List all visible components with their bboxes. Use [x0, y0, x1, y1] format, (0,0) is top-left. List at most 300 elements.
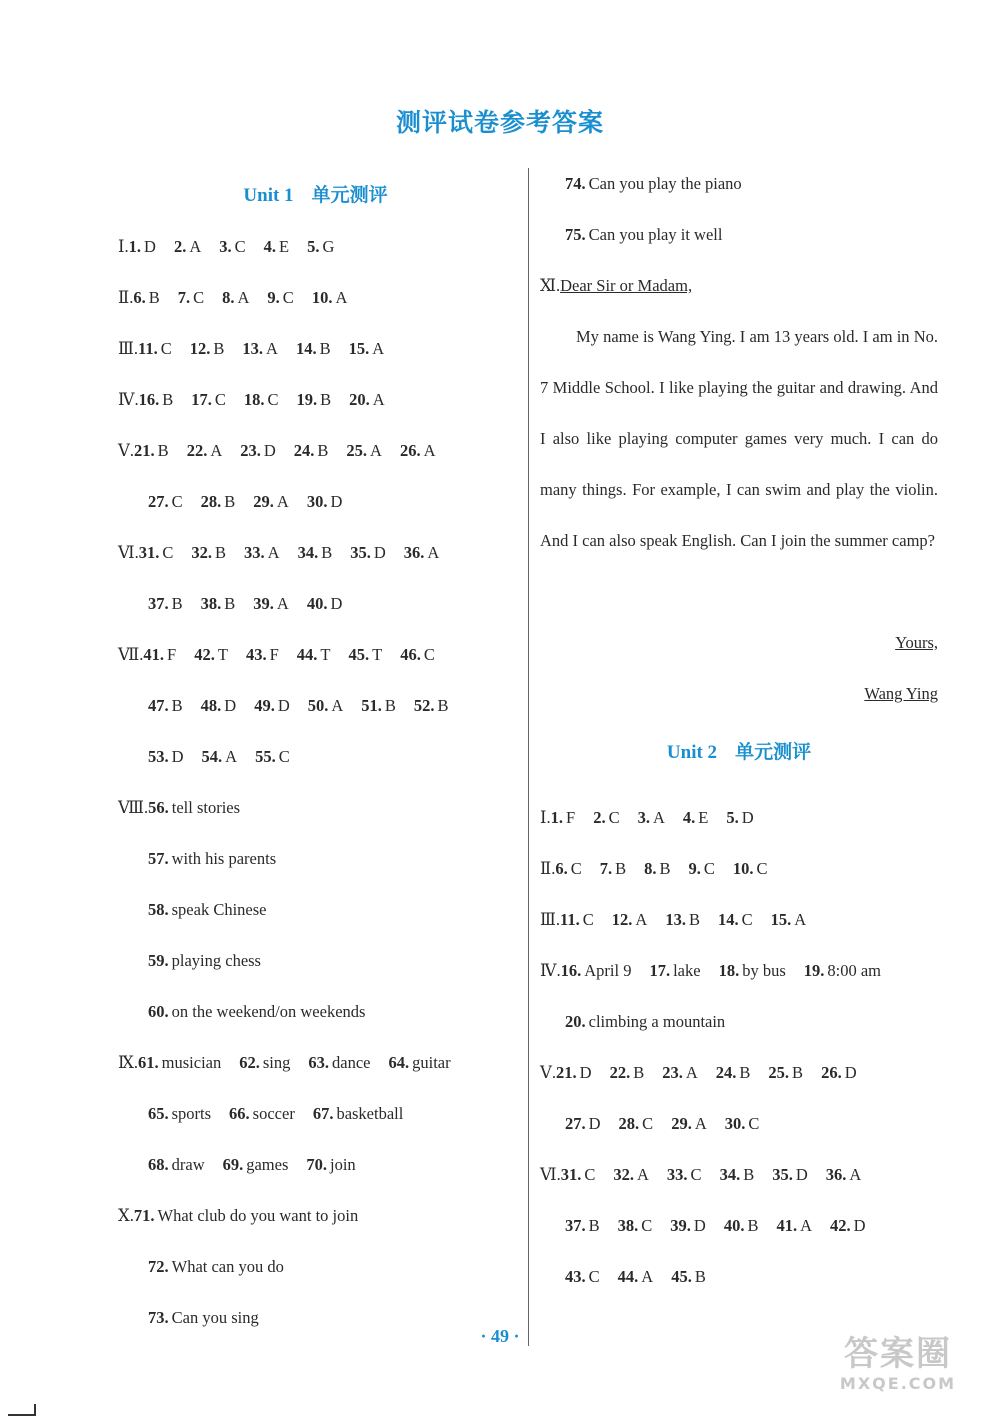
unit2-heading: [540, 727, 938, 778]
answer-text: A: [276, 492, 289, 511]
question-number: 43.: [245, 645, 267, 664]
answer-item: [148, 849, 276, 868]
answer-item: [561, 961, 632, 980]
answer-text: B: [743, 1165, 755, 1184]
question-number: 20.: [565, 1012, 586, 1031]
answer-item: [191, 543, 226, 562]
answer-item: [565, 174, 742, 193]
answer-text: C: [278, 747, 290, 766]
answer-item: [307, 237, 334, 256]
answer-text: C: [267, 390, 279, 409]
answer-text: C: [588, 1267, 600, 1286]
unit1-heading-text: 单元测评: [311, 185, 388, 206]
section-roman: Ⅲ.: [540, 910, 561, 929]
question-number: 67.: [312, 1104, 334, 1123]
answer-item: [776, 1216, 812, 1235]
section-roman: Ⅰ.: [540, 808, 551, 827]
question-number: 71.: [133, 1206, 155, 1225]
answer-text: C: [584, 1165, 596, 1184]
answer-item: [361, 696, 396, 715]
answer-line: [118, 1241, 513, 1292]
answer-text: on the weekend/on weekends: [171, 1002, 366, 1021]
answer-item: [593, 808, 619, 827]
question-number: 31.: [138, 543, 160, 562]
answer-text: D: [579, 1063, 592, 1082]
answer-line: [118, 1088, 513, 1139]
answer-text: F: [167, 645, 177, 664]
answer-line: [118, 425, 513, 476]
answer-item: [618, 1267, 654, 1286]
answer-item: [219, 237, 245, 256]
answer-item: [148, 1002, 365, 1021]
answer-item: [306, 1155, 355, 1174]
answer-text: D: [277, 696, 290, 715]
answer-text: A: [331, 696, 344, 715]
answer-item: [718, 910, 753, 929]
question-number: 30.: [724, 1114, 746, 1133]
question-number: 43.: [565, 1267, 586, 1286]
answer-line: [118, 323, 513, 374]
answer-text: A: [641, 1267, 654, 1286]
answer-line: [118, 374, 513, 425]
answer-text: B: [739, 1063, 751, 1082]
unit1-heading-number: Unit 1: [243, 185, 294, 206]
answer-item: [229, 1104, 295, 1123]
answer-text: C: [608, 808, 620, 827]
answer-text: games: [246, 1155, 289, 1174]
answer-text: with his parents: [171, 849, 277, 868]
question-number: 19.: [803, 961, 825, 980]
question-number: 53.: [148, 747, 169, 766]
answer-text: A: [652, 808, 665, 827]
unit1-answers: [118, 221, 513, 1343]
answer-item: [733, 859, 768, 878]
section-roman: Ⅰ.: [118, 237, 129, 256]
answer-item: [665, 910, 700, 929]
question-number: 37.: [148, 594, 169, 613]
answer-item: [821, 1063, 857, 1082]
answer-item: [242, 339, 278, 358]
answer-item: [308, 696, 344, 715]
section-roman: Ⅳ.: [118, 390, 139, 409]
writing-closing: Yours,: [895, 633, 938, 652]
answer-item: [671, 1267, 706, 1286]
answer-item: [400, 645, 435, 664]
answer-text: C: [690, 1165, 702, 1184]
writing-closing-line: [540, 617, 938, 668]
writing-body: My name is Wang Ying. I am 13 years old. I am in No. 7 Middle School. I like playing the guitar and drawing. And I also like playing computer games very much. I can do many things. For example, I can swim and play the violin. And I can also speak English. Can I join the summer camp?: [540, 327, 938, 550]
answer-text: B: [747, 1216, 759, 1235]
answer-text: What club do you want to join: [157, 1206, 359, 1225]
answer-item: [551, 808, 576, 827]
answer-text: B: [321, 543, 333, 562]
answer-line: [118, 1139, 513, 1190]
answer-line: [118, 986, 513, 1037]
answer-item: [148, 900, 266, 919]
answer-text: C: [756, 859, 768, 878]
answer-item: [618, 1216, 653, 1235]
answer-text: B: [688, 910, 700, 929]
question-number: 40.: [306, 594, 328, 613]
answer-text: D: [171, 747, 184, 766]
answer-text: A: [637, 1165, 649, 1184]
answer-line: [540, 1047, 938, 1098]
question-number: 14.: [295, 339, 317, 358]
question-number: 35.: [350, 543, 371, 562]
answer-text: 8:00 am: [827, 961, 881, 980]
question-number: 26.: [399, 441, 421, 460]
question-number: 39.: [670, 1216, 691, 1235]
answer-item: [148, 1155, 205, 1174]
question-number: 39.: [253, 594, 274, 613]
unit2-heading-number: Unit 2: [666, 742, 718, 763]
answer-text: D: [263, 441, 276, 460]
answer-text: A: [237, 288, 250, 307]
section-roman: Ⅸ.: [118, 1053, 139, 1072]
answer-text: A: [266, 339, 278, 358]
answer-item: [683, 808, 708, 827]
answer-item: [644, 859, 670, 878]
question-number: 14.: [717, 910, 739, 929]
answer-line: [118, 272, 513, 323]
answer-item: [600, 859, 626, 878]
answer-item: [253, 492, 289, 511]
question-number: 18.: [243, 390, 265, 409]
writing-signature: Wang Ying: [864, 684, 938, 703]
answer-text: B: [437, 696, 449, 715]
answer-item: [222, 288, 249, 307]
answer-text: B: [633, 1063, 645, 1082]
answer-item: [312, 288, 348, 307]
question-number: 30.: [306, 492, 328, 511]
answer-item: [671, 1114, 707, 1133]
answer-text: B: [384, 696, 396, 715]
question-number: 44.: [617, 1267, 639, 1286]
answer-item: [565, 225, 722, 244]
answer-text: B: [792, 1063, 804, 1082]
question-number: 48.: [200, 696, 222, 715]
question-number: 10.: [311, 288, 333, 307]
question-number: 35.: [772, 1165, 793, 1184]
answer-item: [689, 859, 715, 878]
question-number: 9.: [267, 288, 280, 307]
question-number: 68.: [148, 1155, 169, 1174]
answer-item: [720, 1165, 755, 1184]
question-number: 16.: [138, 390, 160, 409]
answer-item: [296, 339, 331, 358]
answer-item: [187, 441, 223, 460]
question-number: 36.: [403, 543, 425, 562]
answer-item: [244, 543, 280, 562]
section-roman: Ⅴ.: [118, 441, 135, 460]
left-column: [118, 170, 513, 1343]
section-roman: Ⅲ.: [118, 339, 139, 358]
answer-item: [255, 747, 290, 766]
question-number: 38.: [617, 1216, 639, 1235]
answer-item: [726, 808, 753, 827]
answer-text: D: [373, 543, 386, 562]
answer-item: [556, 1063, 592, 1082]
question-number: 33.: [244, 543, 265, 562]
question-number: 46.: [400, 645, 421, 664]
question-number: 10.: [732, 859, 754, 878]
question-number: 6.: [555, 859, 568, 878]
answer-text: A: [635, 910, 648, 929]
answer-line: [118, 1190, 513, 1241]
question-number: 72.: [148, 1257, 169, 1276]
answer-item: [244, 390, 279, 409]
answer-text: climbing a mountain: [588, 1012, 726, 1031]
section-roman: Ⅳ.: [540, 961, 561, 980]
answer-line: [118, 578, 513, 629]
answer-text: D: [224, 696, 237, 715]
right-column: [540, 158, 938, 1302]
question-number: 63.: [308, 1053, 330, 1072]
answer-text: E: [698, 808, 709, 827]
answer-text: B: [320, 390, 332, 409]
answer-item: [619, 1114, 654, 1133]
answer-text: A: [849, 1165, 862, 1184]
answer-text: T: [372, 645, 383, 664]
answer-item: [638, 808, 665, 827]
question-number: 20.: [349, 390, 370, 409]
answer-text: join: [330, 1155, 356, 1174]
answer-line: [118, 833, 513, 884]
question-number: 75.: [565, 225, 586, 244]
answer-item: [716, 1063, 751, 1082]
question-number: 22.: [186, 441, 208, 460]
question-number: 59.: [148, 951, 169, 970]
answer-line: [540, 1098, 938, 1149]
answer-text: playing chess: [171, 951, 261, 970]
question-number: 1.: [550, 808, 564, 827]
answer-line: [540, 158, 938, 209]
answer-line: [118, 476, 513, 527]
answer-item: [202, 747, 238, 766]
watermark-logo-url: MXQE.COM: [839, 1374, 957, 1393]
question-number: 32.: [613, 1165, 634, 1184]
answer-item: [389, 1053, 451, 1072]
section-roman: Ⅵ.: [118, 543, 139, 562]
answer-item: [350, 543, 386, 562]
question-number: 36.: [825, 1165, 847, 1184]
section-roman: Ⅹ.: [118, 1206, 134, 1225]
answer-item: [768, 1063, 803, 1082]
question-number: 7.: [177, 288, 191, 307]
answer-text: T: [320, 645, 331, 664]
page-title: 测评试卷参考答案: [395, 110, 604, 137]
answer-text: speak Chinese: [171, 900, 267, 919]
answer-item: [565, 1114, 601, 1133]
answer-text: B: [171, 696, 183, 715]
answer-item: [555, 859, 581, 878]
crop-mark: [8, 1404, 36, 1416]
question-number: 8.: [644, 859, 657, 878]
question-number: 41.: [776, 1216, 798, 1235]
answer-item: [346, 441, 382, 460]
question-number: 61.: [138, 1053, 159, 1072]
answer-text: A: [335, 288, 348, 307]
answer-item: [138, 1053, 221, 1072]
question-number: 42.: [194, 645, 215, 664]
answer-item: [148, 1308, 259, 1327]
answer-text: tell stories: [171, 798, 241, 817]
question-number: 29.: [253, 492, 274, 511]
answer-text: D: [795, 1165, 808, 1184]
question-number: 37.: [565, 1216, 586, 1235]
question-number: 5.: [726, 808, 739, 827]
unit1-heading: [118, 170, 513, 221]
question-number: 73.: [148, 1308, 169, 1327]
answer-text: dance: [332, 1053, 371, 1072]
question-number: 45.: [671, 1267, 692, 1286]
answer-text: D: [844, 1063, 857, 1082]
answer-item: [223, 1155, 289, 1174]
answer-text: A: [427, 543, 440, 562]
answer-text: C: [703, 859, 715, 878]
answer-item: [565, 1267, 600, 1286]
answer-item: [191, 390, 226, 409]
question-number: 9.: [688, 859, 701, 878]
answer-text: A: [370, 441, 382, 460]
answer-item: [662, 1063, 698, 1082]
question-number: 66.: [229, 1104, 250, 1123]
answer-item: [826, 1165, 862, 1184]
answer-item: [239, 1053, 290, 1072]
question-number: 13.: [242, 339, 264, 358]
answer-text: D: [741, 808, 754, 827]
answer-item: [830, 1216, 866, 1235]
question-number: 7.: [599, 859, 613, 878]
question-number: 62.: [239, 1053, 260, 1072]
answer-item: [348, 645, 382, 664]
answer-item: [148, 696, 183, 715]
answer-text: C: [741, 910, 753, 929]
question-number: 40.: [723, 1216, 745, 1235]
question-number: 27.: [565, 1114, 586, 1133]
answer-item: [297, 390, 332, 409]
answer-text: B: [215, 543, 227, 562]
answer-item: [201, 594, 236, 613]
answer-item: [190, 339, 225, 358]
answer-item: [719, 961, 786, 980]
answer-item: [414, 696, 449, 715]
answer-text: F: [566, 808, 576, 827]
answer-text: B: [694, 1267, 706, 1286]
answer-text: A: [372, 339, 385, 358]
question-number: 49.: [254, 696, 275, 715]
question-number: 13.: [665, 910, 686, 929]
answer-line: [118, 629, 513, 680]
answer-item: [725, 1114, 760, 1133]
question-number: 19.: [296, 390, 318, 409]
answer-item: [148, 1257, 284, 1276]
question-number: 32.: [191, 543, 212, 562]
section-roman: Ⅶ.: [118, 645, 144, 664]
question-number: 21.: [134, 441, 155, 460]
answer-item: [267, 288, 293, 307]
watermark-logo: [818, 1334, 978, 1404]
answer-text: C: [748, 1114, 760, 1133]
answer-text: Can you play it well: [588, 225, 723, 244]
answer-line: [540, 792, 938, 843]
answer-item: [201, 696, 237, 715]
answer-text: B: [224, 594, 236, 613]
answer-line: [118, 935, 513, 986]
answer-item: [565, 1216, 600, 1235]
answer-text: draw: [171, 1155, 205, 1174]
answer-item: [129, 237, 156, 256]
answer-line: [118, 527, 513, 578]
answer-item: [561, 1165, 596, 1184]
answer-item: [400, 441, 436, 460]
answer-text: C: [282, 288, 294, 307]
section-roman: Ⅴ.: [540, 1063, 557, 1082]
question-number: 57.: [148, 849, 169, 868]
answer-text: D: [693, 1216, 706, 1235]
answer-line: [118, 221, 513, 272]
answer-item: [253, 594, 289, 613]
answer-item: [560, 910, 594, 929]
question-number: 5.: [307, 237, 320, 256]
answer-item: [174, 237, 201, 256]
section-roman: Ⅵ.: [540, 1165, 561, 1184]
question-number: 6.: [133, 288, 146, 307]
answer-text: Can you sing: [171, 1308, 259, 1327]
answer-text: T: [217, 645, 228, 664]
question-number: 34.: [297, 543, 319, 562]
question-number: 11.: [560, 910, 580, 929]
answer-item: [349, 339, 385, 358]
answer-text: lake: [673, 961, 701, 980]
answer-item: [148, 798, 240, 817]
question-number: 1.: [128, 237, 142, 256]
question-number: 41.: [143, 645, 165, 664]
answer-text: musician: [161, 1053, 222, 1072]
writing-salutation-line: [540, 260, 938, 311]
answer-text: C: [570, 859, 582, 878]
answer-text: F: [269, 645, 279, 664]
question-number: 26.: [821, 1063, 842, 1082]
answer-item: [804, 961, 881, 980]
watermark-logo-text: 答案圈: [844, 1334, 952, 1374]
answer-item: [294, 441, 329, 460]
answer-line: [118, 1037, 513, 1088]
answer-text: by bus: [742, 961, 786, 980]
answer-text: C: [160, 339, 172, 358]
answer-text: sports: [171, 1104, 212, 1123]
answer-item: [201, 492, 236, 511]
answer-line: [118, 884, 513, 935]
answer-item: [308, 1053, 370, 1072]
question-number: 55.: [255, 747, 276, 766]
answer-item: [313, 1104, 404, 1123]
question-number: 3.: [219, 237, 232, 256]
answer-line: [118, 731, 513, 782]
answer-item: [724, 1216, 759, 1235]
answer-text: What can you do: [171, 1257, 284, 1276]
question-number: 58.: [148, 900, 169, 919]
question-number: 24.: [293, 441, 315, 460]
answer-item: [307, 492, 343, 511]
answer-text: April 9: [584, 961, 632, 980]
answer-item: [298, 543, 333, 562]
question-number: 27.: [148, 492, 169, 511]
question-number: 74.: [565, 174, 586, 193]
answer-text: A: [225, 747, 238, 766]
answer-item: [134, 441, 169, 460]
question-number: 2.: [593, 808, 606, 827]
